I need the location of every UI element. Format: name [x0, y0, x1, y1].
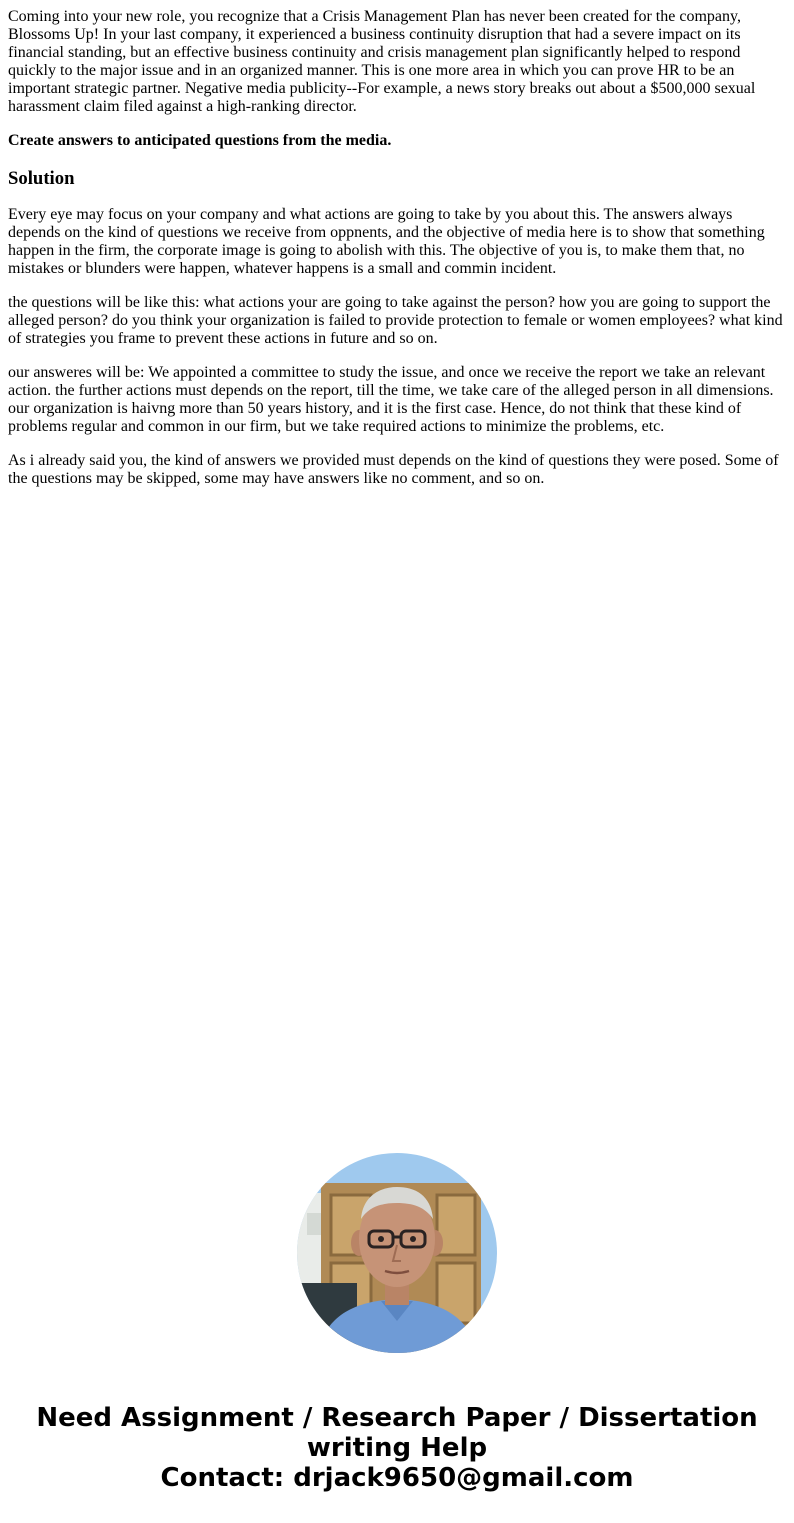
solution-heading: Solution: [8, 168, 75, 189]
author-portrait-image: [297, 1153, 497, 1353]
solution-paragraph-3: our answeres will be: We appointed a committee to study the issue, and once we receive the report we take an relevant action. the further actions must depends on the report, till the time, we take care of the alleged person in all dimensions. our organization is haivng more than 50 years history, and it is the first case. Hence, do not think that these kind of problems regular and common in our firm, but we take required actions to minimize the problems, etc.: [8, 364, 774, 435]
author-avatar: [297, 1153, 497, 1353]
promo-line-1: Need Assignment / Research Paper / Dissertation: [36, 1403, 758, 1433]
solution-paragraph-2: the questions will be like this: what actions your are going to take against the person? how you are going to support the alleged person? do you think your organization is failed to provide protection to female or women employees? what kind of strategies you frame to prevent these actions in future and so on.: [8, 294, 783, 347]
promo-contact-line: Contact: drjack9650@gmail.com: [160, 1463, 634, 1493]
promo-banner: [0, 1403, 794, 1493]
solution-paragraph-4: As i already said you, the kind of answers we provided must depends on the kind of questions they were posed. Some of the questions may be skipped, some may have answers like no comment, and so on.: [8, 452, 779, 487]
intro-paragraph: Coming into your new role, you recognize that a Crisis Management Plan has never been created for the company, Blossoms Up! In your last company, it experienced a business continuity disruption that had a severe impact on its financial standing, but an effective business continuity and crisis management plan significantly helped to respond quickly to the major issue and in an organized manner. This is one more area in which you can prove HR to be an important strategic partner. Negative media publicity--For example, a news story breaks out about a $500,000 sexual harassment claim filed against a high-ranking director.: [8, 8, 756, 115]
document-body: [8, 8, 786, 504]
solution-paragraph-1: Every eye may focus on your company and what actions are going to take by you about this. The answers always depends on the kind of questions we receive from oppnents, and the objective of media here is to show that something happen in the firm, the corporate image is going to abolish with this. The objective of you is, to make them that, no mistakes or blunders were happen, whatever happens is a small and commin incident.: [8, 206, 765, 277]
promo-line-2: writing Help: [306, 1433, 488, 1463]
question-text: Create answers to anticipated questions from the media.: [8, 132, 392, 149]
